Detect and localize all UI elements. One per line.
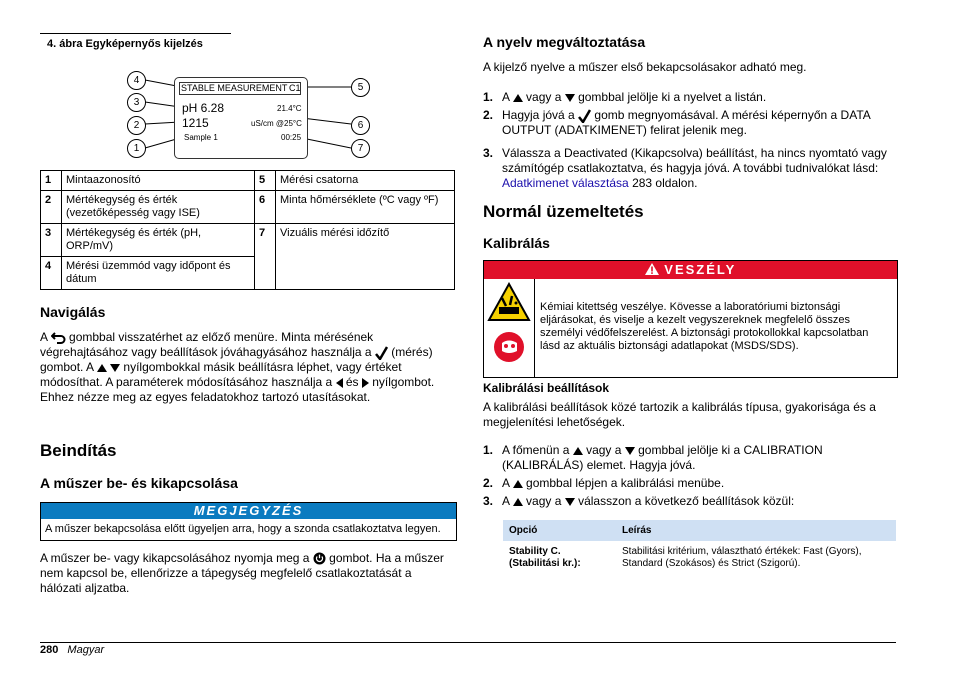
text: gombbal jelölje ki a CALIBRATION (KALIBRÁLÁS) elemet. Hagyja jóvá. [502,443,823,472]
back-arrow-icon [51,331,66,344]
options-table [503,520,896,575]
navigation-heading: Navigálás [40,304,106,320]
danger-header [484,261,897,279]
chemical-hazard-icon [487,282,531,322]
calibration-settings-intro: A kalibrálási beállítások közé tartozik a kalibrálás típusa, gyakorisága és a megjelenítési lehetőségek. [483,400,876,429]
display-main-value: pH 6.28 [182,101,225,115]
danger-title: VESZÉLY [664,262,737,277]
calibration-settings-heading: Kalibrálási beállítások [483,381,610,395]
legend-text: Mértékegység és érték (vezetőképesség vagy ISE) [62,191,255,224]
table-row [41,224,455,257]
display-header: STABLE MEASUREMENT [181,83,288,93]
text: A [40,330,48,344]
display-channel: C1 [289,83,301,93]
text: Hagyja jóvá a [502,108,575,122]
note-box [40,502,457,541]
legend-number: 5 [255,171,276,191]
callout-2: 2 [127,116,146,135]
text: A műszer be- vagy kikapcsolásához nyomja meg a [40,551,310,565]
step-number: 2. [483,108,494,122]
text: A [502,494,510,508]
legend-number: 2 [41,191,62,224]
section-link[interactable]: Adatkimenet választása [502,176,629,190]
step-number: 1. [483,443,494,457]
power-onoff-heading: A műszer be- és kikapcsolása [40,475,238,491]
down-arrow-icon [565,498,575,506]
text: 283 oldalon. [632,176,698,190]
display-sub-unit: uS/cm @25°C [251,119,302,128]
text: vagy a [586,443,622,457]
column-header: Leírás [616,520,896,541]
text: A [502,476,510,490]
legend-number: 1 [41,171,62,191]
legend-text: Mértékegység és érték (pH, ORP/mV) [62,224,255,257]
table-row [41,191,455,224]
left-arrow-icon [336,378,343,388]
figure-title: 4. ábra Egyképernyős kijelzés [47,38,203,50]
text: nyílgombot. Ehhez nézze meg az egyes feladatokhoz tartozó utasításokat. [40,375,435,404]
legend-text: Mérési csatorna [276,171,455,191]
text: vagy a [526,90,562,104]
list-item [483,90,896,105]
callout-3: 3 [127,93,146,112]
column-header: Opció [503,520,616,541]
callout-7: 7 [351,139,370,158]
step-number: 2. [483,476,494,490]
callout-1: 1 [127,139,146,158]
text: gombbal visszatérhet az előző menüre. Minta mérésének végrehajtásához vagy beállítások jóváhagyásához használja a [40,330,374,359]
danger-text: Kémiai kitettség veszélye. Kövesse a laboratóriumi biztonsági eljárásokat, és viselje a kezelt vegyszereknek megfelelő összes személyi védőfelszerelést. A biztonsági protokollokkal kapcsolatban lásd az aktuális biztonsági adatlapokat (MSDS/SDS). [540,301,869,352]
display-sub-value: 1215 [182,116,209,130]
up-arrow-icon [513,480,523,488]
up-arrow-icon [97,364,107,372]
text: A főmenün a [502,443,570,457]
text: gombot. Ha a műszer nem kapcsol be, ellenőrizze a tápegység megfelelő csatlakoztatását a hálózati aljzatba. [40,551,444,595]
list-item [483,443,896,473]
legend-number: 3 [41,224,62,257]
normal-operation-heading: Normál üzemeltetés [483,202,644,221]
text: Válassza a Deactivated (Kikapcsolva) beállítást, ha nincs nyomtató vagy számítógép csatlakoztatva, és hagyja jóvá. A további tudnivalókat lásd: [502,146,887,175]
eye-protection-icon [493,331,525,363]
text: vagy a [526,494,562,508]
danger-box [483,260,898,378]
text: gombbal lépjen a kalibrálási menübe. [526,476,725,490]
startup-heading: Beindítás [40,441,117,460]
up-arrow-icon [513,94,523,102]
right-arrow-icon [362,378,369,388]
down-arrow-icon [625,447,635,455]
legend-text: Vizuális mérési időzítő [276,224,455,290]
legend-number: 4 [41,257,62,290]
instrument-display [174,77,308,159]
down-arrow-icon [110,364,120,372]
note-text: A műszer bekapcsolása előtt ügyeljen arra, hogy a szonda csatlakoztatva legyen. [45,523,441,535]
text: válasszon a következő beállítások közül: [578,494,795,508]
down-arrow-icon [565,94,575,102]
display-timer: 00:25 [281,133,302,142]
text: gombbal jelölje ki a nyelvet a listán. [578,90,767,104]
table-header-row [503,520,896,541]
power-paragraph [40,551,452,596]
power-icon [313,552,326,565]
step-number: 3. [483,494,494,508]
list-item [483,476,896,491]
calibration-steps [483,443,896,509]
up-arrow-icon [573,447,583,455]
page-number: 280 [40,644,59,656]
language-steps [483,90,896,191]
language-heading: A nyelv megváltoztatása [483,34,646,50]
text: (mérés) gombot. A [40,345,433,374]
list-item [483,108,896,138]
language-intro: A kijelző nyelve a műszer első bekapcsolásakor adható meg. [483,60,807,74]
list-item [483,494,896,509]
checkmark-icon [375,346,388,360]
footer-language: Magyar [67,644,105,656]
up-arrow-icon [513,498,523,506]
callout-6: 6 [351,116,370,135]
text: A [502,90,510,104]
text: nyílgombokkal másik beállításra léphet, vagy értéket módosíthat. A paraméterek módosításához használja a [40,360,402,389]
display-sample: Sample 1 [184,133,218,142]
legend-text: Mérési üzemmód vagy időpont és dátum [62,257,255,290]
footer-rule [40,642,896,643]
text: és [345,375,359,389]
table-row [503,541,896,575]
option-description: Stabilitási kritérium, választható értékek: Fast (Gyors), Standard (Szokásos) és Strict (Szigorú). [622,546,862,569]
note-title: MEGJEGYZÉS [41,503,456,519]
legend-text: Minta hőmérséklete (ºC vagy ºF) [276,191,455,224]
display-main-temp: 21.4°C [277,104,302,113]
step-number: 3. [483,146,494,160]
option-name: Stability C. (Stabilitási kr.): [509,546,581,569]
danger-icons [484,279,535,377]
checkmark-icon [578,109,591,123]
navigation-paragraph [40,330,450,405]
footer [40,644,104,656]
legend-number: 6 [255,191,276,224]
table-row [41,171,455,191]
callout-4: 4 [127,71,146,90]
figure-legend-table [40,170,455,290]
danger-body [484,279,897,377]
calibration-heading: Kalibrálás [483,235,550,251]
legend-text: Mintaazonosító [62,171,255,191]
step-number: 1. [483,90,494,104]
text: gomb megnyomásával. A mérési képernyőn a DATA OUTPUT (ADATKIMENET) felirat jelenik meg. [502,108,871,137]
warning-icon [645,263,659,275]
legend-number: 7 [255,224,276,290]
callout-5: 5 [351,78,370,97]
list-item [483,146,896,191]
